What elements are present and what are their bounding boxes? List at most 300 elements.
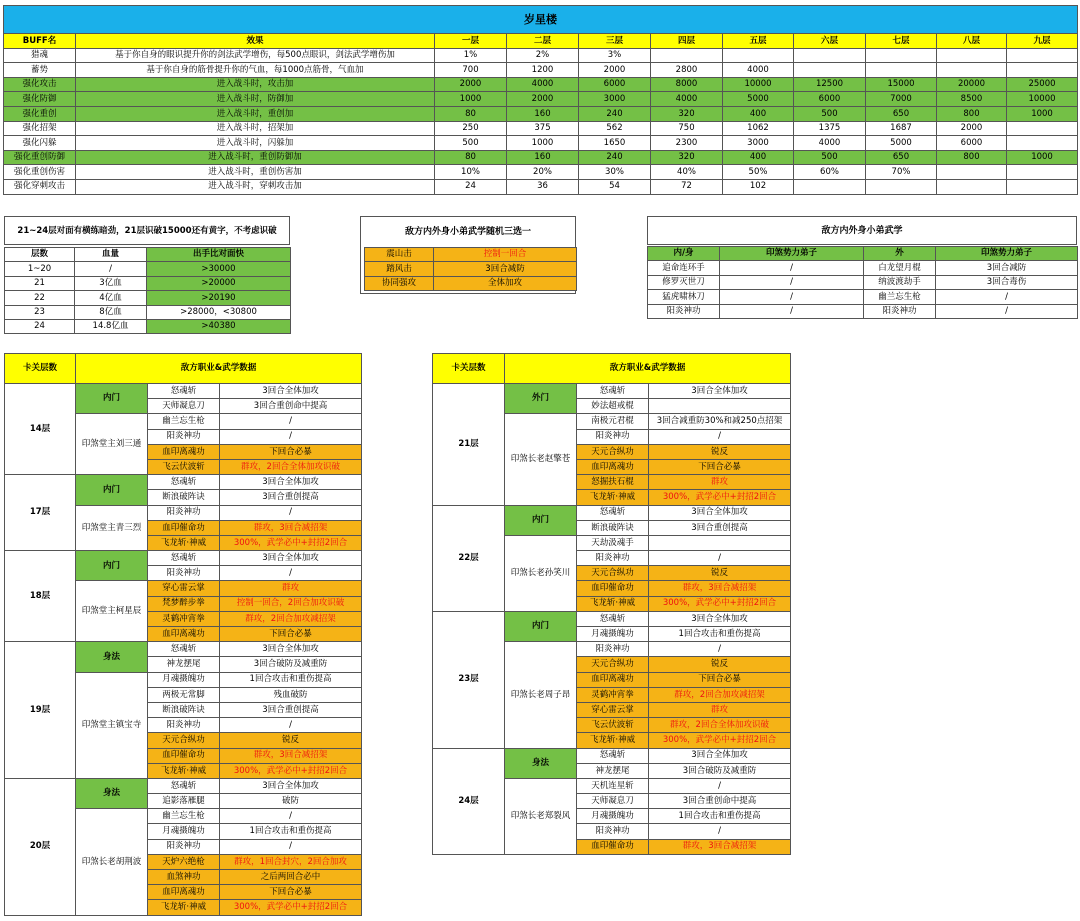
buff-value: 6000 [794,92,866,107]
buff-header-row [4,34,1078,49]
left-skill-effect: 群攻，2回合加攻减招架 [220,611,362,626]
left-skill-effect: / [220,429,362,444]
floor-number: 22 [5,291,75,305]
left-skill-effect: / [220,566,362,581]
pick3-row [365,248,577,262]
minion-row [648,304,1078,318]
buff-name: 强化重创 [4,106,76,121]
minion-header-cell: 印煞势力弟子 [720,247,864,261]
buff-value: 562 [579,121,651,136]
left-skill-effect: / [220,414,362,429]
right-skill-effect: 300%，武学必中+封招2回合 [649,596,791,611]
minion-cell: / [720,304,864,318]
right-skill-row [433,748,791,763]
left-skill-name: 追影落雁腿 [148,794,220,809]
buff-header-cell: 七层 [866,34,937,49]
buff-value: 80 [435,150,507,165]
left-role-label: 身法 [76,642,148,672]
buff-value: 1687 [866,121,937,136]
pick3-skill: 协同强攻 [365,276,434,290]
left-skill-name: 断浪破阵诀 [148,702,220,717]
left-role-label: 内门 [76,384,148,414]
right-skill-name: 穿心雷云掌 [577,702,649,717]
buff-effect: 基于你自身的筋骨提升你的气血，每1000点筋骨，气血加 [76,63,435,78]
left-skill-effect: 3回合破防及减重防 [220,657,362,672]
left-skill-effect: 群攻 [220,581,362,596]
buff-value: 250 [435,121,507,136]
floors-row [5,305,291,319]
minion-cell: / [720,275,864,289]
minion-cell: 阳炎神功 [864,304,936,318]
right-skill-row [433,505,791,520]
left-role-label: 内门 [76,551,148,581]
floor-speed: >20190 [147,291,291,305]
right-skill-name: 天劫汲魂手 [577,535,649,550]
floor-hp: 3亿血 [75,276,147,290]
buff-value: 60% [794,165,866,180]
left-skill-effect: 300%，武学必中+封招2回合 [220,900,362,915]
buff-value [866,48,937,63]
right-skill-name: 血印催命功 [577,839,649,854]
right-skill-row [433,384,791,399]
buff-value: 2000 [579,63,651,78]
buff-header-cell: 一层 [435,34,507,49]
buff-value: 2% [507,48,579,63]
left-role-label: 印煞堂主镇宝寺 [76,672,148,778]
left-skill-row [5,642,362,657]
right-skill-name: 月魂摄魄功 [577,809,649,824]
right-skill-effect: 下回合必暴 [649,459,791,474]
buff-value: 54 [579,179,651,194]
left-skill-effect: / [220,505,362,520]
right-skill-row [433,611,791,626]
left-role-label: 印煞堂主青三烈 [76,505,148,551]
left-skill-effect: 3回合重创提高 [220,702,362,717]
left-skill-effect: 群攻，3回合减招架 [220,520,362,535]
buff-name: 强化重创伤害 [4,165,76,180]
floors-header-cell: 层数 [5,248,75,262]
left-skill-row [5,778,362,793]
right-role-label: 身法 [505,748,577,778]
buff-value: 400 [723,106,794,121]
buff-name: 强化防御 [4,92,76,107]
left-skill-name: 梵梦醉步拳 [148,596,220,611]
buff-value: 1000 [1007,150,1078,165]
buff-value: 6000 [579,77,651,92]
buff-value: 800 [937,150,1007,165]
right-skill-name: 飞龙斩·神威 [577,733,649,748]
left-floor-label: 14层 [5,384,76,475]
buff-header-cell: BUFF名 [4,34,76,49]
left-skill-effect: 1回合攻击和重伤提高 [220,672,362,687]
left-skill-name: 飞龙斩·神威 [148,900,220,915]
buff-value: 750 [651,121,723,136]
buff-value [866,63,937,78]
left-header-floor: 卡关层数 [5,354,76,384]
left-skill-name: 断浪破阵诀 [148,490,220,505]
left-skill-effect: 残血破防 [220,687,362,702]
buff-header-cell: 效果 [76,34,435,49]
left-skill-effect: 3回合全体加攻 [220,778,362,793]
right-skill-name: 飞龙斩·神威 [577,490,649,505]
minion-cell: / [936,304,1078,318]
right-role-label: 外门 [505,384,577,414]
left-card-table [4,353,362,916]
left-skill-name: 怒魂斩 [148,475,220,490]
right-skill-name: 神龙摆尾 [577,763,649,778]
left-skill-row [5,384,362,399]
buff-value: 1062 [723,121,794,136]
buff-value: 6000 [937,136,1007,151]
left-skill-name: 月魂摄魄功 [148,672,220,687]
buff-value: 375 [507,121,579,136]
buff-effect: 进入战斗时，招架加 [76,121,435,136]
buff-row [4,63,1078,78]
buff-effect: 进入战斗时，重创防御加 [76,150,435,165]
pick3-effect: 3回合减防 [434,262,577,276]
pick3-effect: 控制一回合 [434,248,577,262]
buff-value: 15000 [866,77,937,92]
right-skill-effect: 1回合攻击和重伤提高 [649,627,791,642]
buff-effect: 基于你自身的眼识提升你的剑法武学增伤，每500点眼识，剑法武学增伤加 [76,48,435,63]
buff-value: 30% [579,165,651,180]
buff-value [651,48,723,63]
left-floor-label: 20层 [5,778,76,915]
buff-header-cell: 二层 [507,34,579,49]
minion-header-cell: 印煞势力弟子 [936,247,1078,261]
floor-speed: >28000，<30800 [147,305,291,319]
right-skill-name: 妙法超戒棍 [577,399,649,414]
floor-number: 24 [5,319,75,333]
left-skill-name: 血印离魂功 [148,885,220,900]
buff-value [937,63,1007,78]
floor-hp: / [75,262,147,276]
left-skill-name: 血印离魂功 [148,444,220,459]
right-skill-effect: / [649,824,791,839]
buff-header-cell: 五层 [723,34,794,49]
buff-value: 1000 [1007,106,1078,121]
buff-header-cell: 九层 [1007,34,1078,49]
buff-row [4,136,1078,151]
pick3-row [365,276,577,290]
buff-row [4,150,1078,165]
pick3-row [365,262,577,276]
left-skill-name: 阳炎神功 [148,429,220,444]
buff-name: 强化穿刺攻击 [4,179,76,194]
buff-value: 36 [507,179,579,194]
left-floor-label: 17层 [5,475,76,551]
left-skill-name: 月魂摄魄功 [148,824,220,839]
right-skill-effect: 锐反 [649,444,791,459]
left-skill-effect: 群攻，3回合减招架 [220,748,362,763]
left-skill-name: 神龙摆尾 [148,657,220,672]
right-skill-name: 血印离魂功 [577,672,649,687]
buff-row [4,106,1078,121]
minion-row [648,275,1078,289]
buff-value [794,179,866,194]
left-skill-effect: 3回合重创提高 [220,490,362,505]
right-header-row [433,354,791,384]
right-card-table [432,353,791,855]
floors-header-row [5,248,291,262]
left-skill-effect: 群攻，2回合全体加攻识破 [220,459,362,474]
right-skill-effect: 3回合重创命中提高 [649,794,791,809]
right-skill-name: 怒魂斩 [577,748,649,763]
left-skill-name: 怒魂斩 [148,551,220,566]
right-skill-name: 怒掘扶石棍 [577,475,649,490]
left-skill-effect: 下回合必暴 [220,627,362,642]
buff-value: 40% [651,165,723,180]
right-skill-effect: 3回合全体加攻 [649,611,791,626]
left-skill-effect: 300%，武学必中+封招2回合 [220,535,362,550]
left-role-label: 印煞堂主柯星辰 [76,581,148,642]
buff-value: 800 [937,106,1007,121]
buff-value [1007,48,1078,63]
left-skill-effect: 下回合必暴 [220,885,362,900]
right-role-label: 印煞长老周子昂 [505,642,577,748]
buff-header-cell: 三层 [579,34,651,49]
buff-name: 蓄势 [4,63,76,78]
floors-table [4,247,291,334]
right-skill-effect: 群攻，2回合全体加攻识破 [649,718,791,733]
right-skill-effect: 300%，武学必中+封招2回合 [649,490,791,505]
left-role-label: 内门 [76,475,148,505]
left-skill-name: 怒魂斩 [148,778,220,793]
right-skill-effect: 3回合破防及减重防 [649,763,791,778]
minion-row [648,261,1078,275]
buff-value: 240 [579,106,651,121]
minion-cell: 追命连环手 [648,261,720,275]
floors-row [5,276,291,290]
buff-value: 72 [651,179,723,194]
floor-number: 23 [5,305,75,319]
floor-speed: >20000 [147,276,291,290]
buff-value: 70% [866,165,937,180]
buff-value: 10000 [723,77,794,92]
buff-name: 猎魂 [4,48,76,63]
minion-cell: 阳炎神功 [648,304,720,318]
minion-panel [647,216,1077,245]
buff-name: 强化招架 [4,121,76,136]
right-skill-name: 飞云伏波斩 [577,718,649,733]
right-skill-name: 阳炎神功 [577,824,649,839]
buff-value: 5000 [723,92,794,107]
buff-value: 8500 [937,92,1007,107]
left-skill-name: 天元合纵功 [148,733,220,748]
buff-value: 7000 [866,92,937,107]
right-role-label: 印煞长老赵擎苍 [505,414,577,505]
right-header-floor: 卡关层数 [433,354,505,384]
buff-header-cell: 四层 [651,34,723,49]
right-skill-name: 阳炎神功 [577,551,649,566]
title-row [4,6,1078,34]
minion-header-row [648,247,1078,261]
buff-name: 强化攻击 [4,77,76,92]
buff-value: 2000 [435,77,507,92]
buff-value: 1% [435,48,507,63]
right-skill-name: 血印离魂功 [577,459,649,474]
right-skill-name: 天元合纵功 [577,566,649,581]
left-skill-name: 飞云伏波斩 [148,459,220,474]
minion-cell: / [936,290,1078,304]
left-skill-name: 血煞神功 [148,870,220,885]
minion-table [647,246,1078,319]
pick3-title: 敌方内外身小弟武学随机三选一 [404,227,531,237]
buff-row [4,165,1078,180]
left-skill-effect: 破防 [220,794,362,809]
buff-value: 320 [651,150,723,165]
right-skill-effect [649,399,791,414]
buff-value: 80 [435,106,507,121]
minion-header-cell: 外 [864,247,936,261]
buff-value: 2000 [507,92,579,107]
left-skill-row [5,475,362,490]
left-skill-name: 阳炎神功 [148,839,220,854]
floors-header-cell: 出手比对面快 [147,248,291,262]
buff-effect: 进入战斗时，重创加 [76,106,435,121]
buff-value: 4000 [794,136,866,151]
buff-value: 650 [866,106,937,121]
buff-header-cell: 八层 [937,34,1007,49]
buff-row [4,48,1078,63]
buff-effect: 进入战斗时，闪躲加 [76,136,435,151]
right-role-label: 内门 [505,611,577,641]
right-floor-label: 23层 [433,611,505,748]
minion-header-cell: 内/身 [648,247,720,261]
left-skill-effect: 3回合全体加攻 [220,475,362,490]
buff-value: 20% [507,165,579,180]
buff-value: 650 [866,150,937,165]
right-skill-effect: / [649,778,791,793]
minion-cell: 3回合减防 [936,261,1078,275]
left-header-row [5,354,362,384]
buff-value: 1200 [507,63,579,78]
right-skill-effect: 1回合攻击和重伤提高 [649,809,791,824]
left-skill-name: 飞龙斩·神威 [148,763,220,778]
buff-value [1007,121,1078,136]
left-floor-label: 19层 [5,642,76,779]
left-skill-effect: 3回合全体加攻 [220,551,362,566]
right-skill-effect: 群攻，3回合减招架 [649,581,791,596]
buff-value: 160 [507,106,579,121]
left-skill-effect: 1回合攻击和重伤提高 [220,824,362,839]
right-role-label: 印煞长老孙笑川 [505,535,577,611]
floor-hp: 4亿血 [75,291,147,305]
minion-cell: 猛虎啸林刀 [648,290,720,304]
floors-panel-title: 21~24层对面有横练暗劲，21层识破15000还有黄字，不考虑识破 [17,226,277,236]
buff-value: 3000 [579,92,651,107]
buff-value: 500 [794,106,866,121]
minion-title: 敌方内外身小弟武学 [821,226,903,236]
left-skill-effect: 3回合全体加攻 [220,384,362,399]
left-skill-name: 阳炎神功 [148,505,220,520]
buff-value [794,63,866,78]
right-skill-effect: 群攻 [649,702,791,717]
right-skill-effect: 锐反 [649,566,791,581]
right-skill-effect: / [649,429,791,444]
left-role-label: 身法 [76,778,148,808]
minion-cell: / [720,290,864,304]
floors-row [5,291,291,305]
left-skill-name: 血印催命功 [148,748,220,763]
right-skill-name: 月魂摄魄功 [577,627,649,642]
right-skill-effect: 3回合重创提高 [649,520,791,535]
minion-cell: 纳波渡劫手 [864,275,936,289]
right-role-label: 内门 [505,505,577,535]
buff-value: 12500 [794,77,866,92]
right-skill-name: 阳炎神功 [577,429,649,444]
buff-row [4,92,1078,107]
right-skill-name: 飞龙斩·神威 [577,596,649,611]
buff-row [4,179,1078,194]
left-skill-effect: 群攻，1回合封穴，2回合加攻 [220,854,362,869]
right-skill-name: 怒魂斩 [577,384,649,399]
buff-effect: 进入战斗时，穿刺攻击加 [76,179,435,194]
buff-value: 10000 [1007,92,1078,107]
buff-value: 10% [435,165,507,180]
pick3-effect: 全体加攻 [434,276,577,290]
buff-value: 500 [794,150,866,165]
floors-panel [4,216,290,245]
buff-value: 400 [723,150,794,165]
minion-cell: 3回合毒伤 [936,275,1078,289]
floor-speed: >30000 [147,262,291,276]
left-skill-effect: 之后两回合必中 [220,870,362,885]
buff-row [4,77,1078,92]
buff-value: 320 [651,106,723,121]
left-skill-name: 灵鹤冲宵拳 [148,611,220,626]
buff-value: 1000 [435,92,507,107]
minion-cell: 修罗灭世刀 [648,275,720,289]
floor-number: 21 [5,276,75,290]
left-skill-name: 怒魂斩 [148,642,220,657]
buff-name: 强化闪躲 [4,136,76,151]
right-floor-label: 22层 [433,505,505,611]
left-floor-label: 18层 [5,551,76,642]
buff-value [937,179,1007,194]
minion-cell: 白龙望月棍 [864,261,936,275]
minion-cell: / [720,261,864,275]
left-skill-effect: 控制一回合，2回合加攻识破 [220,596,362,611]
left-header-title: 敌方职业&武学数据 [76,354,362,384]
left-skill-name: 阳炎神功 [148,566,220,581]
left-skill-name: 血印催命功 [148,520,220,535]
floor-hp: 14.8亿血 [75,319,147,333]
buff-value [723,48,794,63]
left-skill-effect: 3回合全体加攻 [220,642,362,657]
buff-row [4,121,1078,136]
buff-value: 24 [435,179,507,194]
pick3-table [364,247,577,291]
right-floor-label: 21层 [433,384,505,506]
buff-value: 5000 [866,136,937,151]
left-skill-effect: 3回合重创命中提高 [220,399,362,414]
right-skill-effect: 下回合必暴 [649,672,791,687]
left-skill-row [5,551,362,566]
right-skill-name: 南极元君棍 [577,414,649,429]
buff-value: 4000 [507,77,579,92]
buff-value [1007,165,1078,180]
right-skill-name: 灵鹤冲宵拳 [577,687,649,702]
right-role-label: 印煞长老郑裂风 [505,778,577,854]
right-skill-effect: 3回合减重防30%和减250点招架 [649,414,791,429]
right-skill-name: 怒魂斩 [577,505,649,520]
buff-value: 50% [723,165,794,180]
buff-value [937,48,1007,63]
buff-value: 240 [579,150,651,165]
pick3-skill: 震山击 [365,248,434,262]
left-skill-effect: 下回合必暴 [220,444,362,459]
